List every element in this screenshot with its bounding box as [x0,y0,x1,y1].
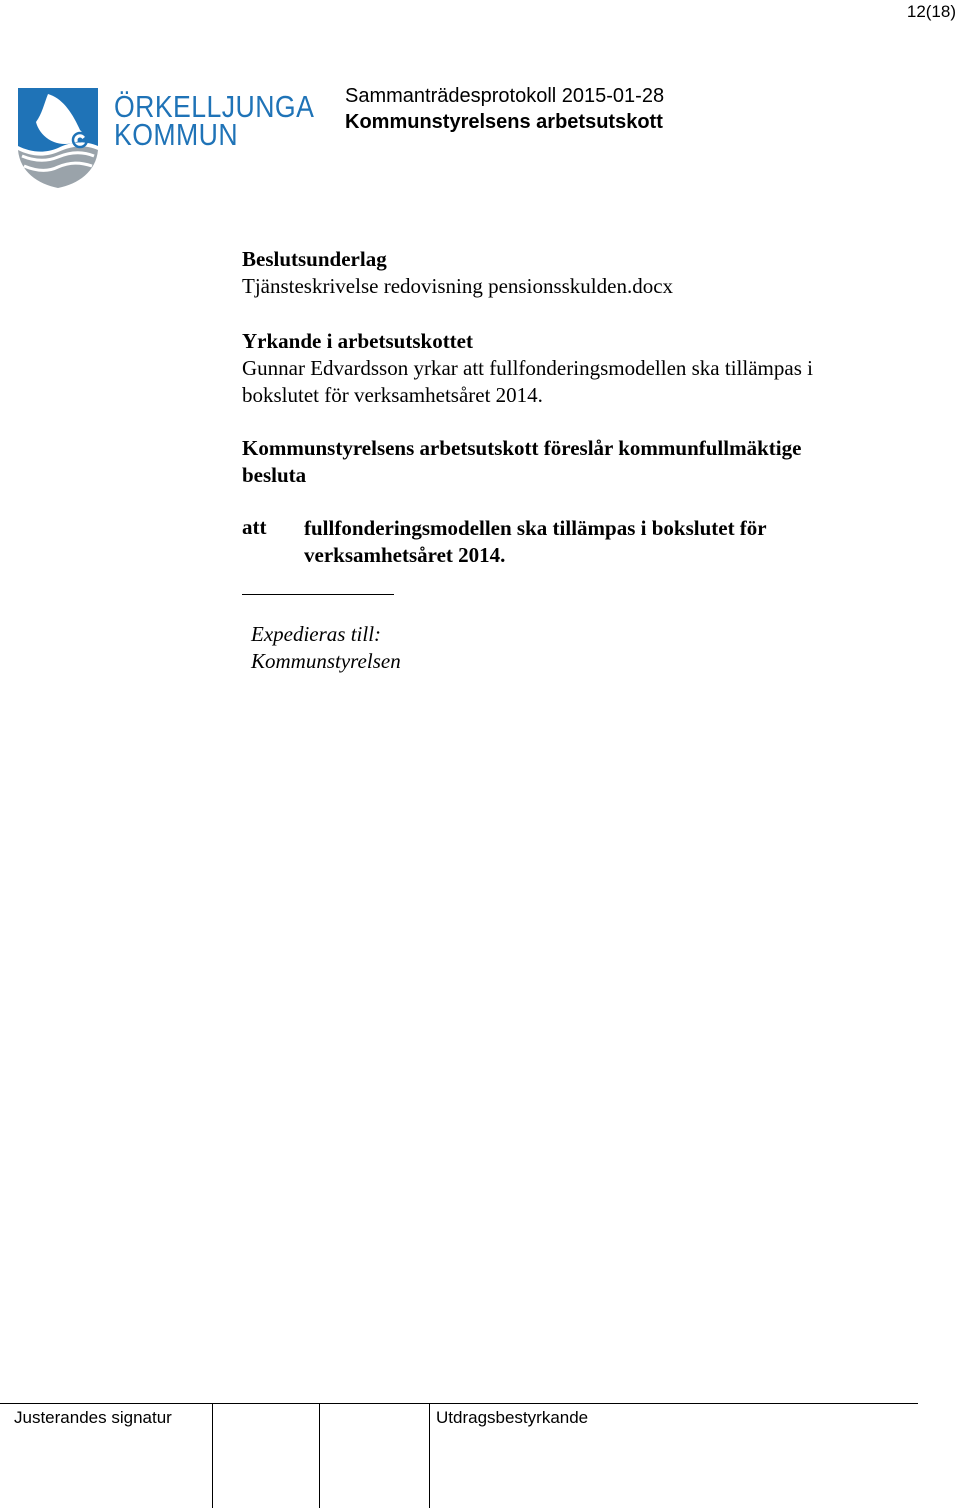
footer-divider-3 [429,1404,430,1508]
proposal-line2: besluta [242,463,307,487]
basis-heading: Beslutsunderlag [242,247,387,271]
orkelljunga-coat-of-arms-icon [14,84,102,190]
decision-text [304,515,864,569]
protocol-title: Sammanträdesprotokoll 2015-01-28 [345,85,665,107]
footer-divider-1 [212,1404,213,1508]
proposal-line1: Kommunstyrelsens arbetsutskott föreslår kommunfullmäktige [242,436,802,460]
decision-att: att [242,515,267,539]
decision-line2: verksamhetsåret 2014. [304,543,506,567]
motion-text-line1: Gunnar Edvardsson yrkar att fullfonderingsmodellen ska tillämpas i [242,356,813,380]
separator-rule [242,594,394,595]
basis-document: Tjänsteskrivelse redovisning pensionsskulden.docx [242,274,674,298]
footer-signature-label: Justerandes signatur [14,1408,172,1427]
motion-text-line2: bokslutet för verksamhetsåret 2014. [242,383,543,407]
motion-heading: Yrkande i arbetsutskottet [242,329,473,353]
page-number: 12(18) [906,2,956,21]
footer-divider-2 [319,1404,320,1508]
committee-name: Kommunstyrelsens arbetsutskott [345,111,663,133]
dispatch-heading: Expedieras till: [251,622,382,646]
footer-certification-label: Utdragsbestyrkande [436,1408,589,1427]
logo-text-line2: KOMMUN [114,117,239,152]
footer-top-rule [0,1403,918,1404]
dispatch-recipient: Kommunstyrelsen [251,649,401,673]
logo-text-line1: ÖRKELLJUNGA [114,89,315,124]
decision-line1: fullfonderingsmodellen ska tillämpas i bokslutet för [304,516,767,540]
